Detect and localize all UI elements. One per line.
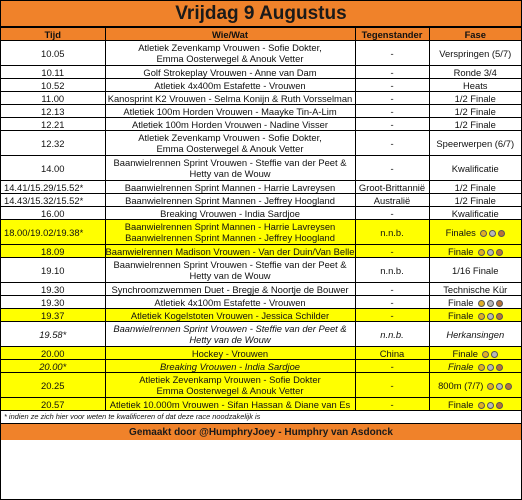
row-opponent: - bbox=[355, 131, 429, 156]
header-opponent: Tegenstander bbox=[355, 28, 429, 41]
row-phase bbox=[429, 322, 521, 347]
row-phase bbox=[429, 373, 521, 398]
row-opponent: - bbox=[355, 245, 429, 258]
row-event-line: Baanwielrennen Sprint Mannen - Jeffrey Hoogland bbox=[125, 232, 335, 243]
row-event-line: Hetty van de Wouw bbox=[189, 334, 271, 345]
row-event-line: Atletiek 100m Horden Vrouwen - Nadine Visser bbox=[132, 118, 328, 130]
row-phase bbox=[429, 309, 521, 322]
row-phase-label: Finale bbox=[447, 245, 474, 257]
silver-medal-icon bbox=[489, 230, 496, 237]
row-time: 11.00 bbox=[1, 92, 105, 105]
row-event bbox=[105, 245, 355, 258]
row-phase-label: Finale bbox=[447, 296, 474, 308]
row-event bbox=[105, 309, 355, 322]
row-phase-label: Speerwerpen (6/7) bbox=[436, 137, 515, 149]
row-event-line: Atletiek Zevenkamp Vrouwen - Sofie Dokter, bbox=[138, 132, 322, 143]
row-event-line: Atletiek Zevenkamp Vrouwen - Sofie Dokter bbox=[139, 374, 321, 385]
row-event-line: Atletiek 4x100m Estafette - Vrouwen bbox=[154, 296, 306, 308]
row-time: 14.41/15.29/15.52* bbox=[1, 181, 105, 194]
bronze-medal-icon bbox=[496, 300, 503, 307]
row-phase bbox=[429, 66, 521, 79]
row-event bbox=[105, 156, 355, 181]
row-opponent: - bbox=[355, 105, 429, 118]
table-row bbox=[1, 207, 521, 220]
table-row bbox=[1, 181, 521, 194]
silver-medal-icon bbox=[487, 300, 494, 307]
row-opponent: - bbox=[355, 309, 429, 322]
silver-medal-icon bbox=[487, 249, 494, 256]
gold-medal-icon bbox=[478, 364, 485, 371]
row-phase-label: Kwalificatie bbox=[451, 207, 499, 219]
gold-medal-icon bbox=[478, 313, 485, 320]
row-event-line: Hetty van de Wouw bbox=[189, 270, 271, 281]
row-event bbox=[105, 41, 355, 66]
row-opponent: - bbox=[355, 118, 429, 131]
table-row bbox=[1, 118, 521, 131]
bronze-medal-icon bbox=[505, 383, 512, 390]
row-event-line: Atletiek 100m Horden Vrouwen - Maayke Tin-A-Lim bbox=[123, 105, 337, 117]
row-phase-label: 1/2 Finale bbox=[454, 181, 496, 193]
row-phase-label: Kwalificatie bbox=[451, 162, 499, 174]
row-phase bbox=[429, 194, 521, 207]
row-opponent: Groot-Brittannië bbox=[355, 181, 429, 194]
bronze-medal-icon bbox=[496, 249, 503, 256]
row-phase bbox=[429, 92, 521, 105]
table-row bbox=[1, 309, 521, 322]
row-event-line: Baanwielrennen Sprint Mannen - Harrie Lavreysen bbox=[124, 181, 336, 193]
row-opponent: - bbox=[355, 373, 429, 398]
row-event-line: Atletiek 10.000m Vrouwen - Sifan Hassan & Diane van Es bbox=[109, 398, 351, 410]
row-event bbox=[105, 118, 355, 131]
schedule-table bbox=[1, 27, 521, 411]
row-event-line: Emma Oosterwegel & Anouk Vetter bbox=[156, 385, 304, 396]
gold-medal-icon bbox=[478, 249, 485, 256]
row-time: 18.09 bbox=[1, 245, 105, 258]
row-time: 19.10 bbox=[1, 258, 105, 283]
row-phase bbox=[429, 283, 521, 296]
row-phase-label: 1/2 Finale bbox=[454, 105, 496, 117]
row-phase-label: Finale bbox=[447, 360, 474, 372]
footnote: * indien ze zich hier voor weten te kwalificeren of dat deze race noodzakelijk is bbox=[1, 411, 521, 424]
row-event bbox=[105, 296, 355, 309]
row-phase bbox=[429, 207, 521, 220]
row-time: 20.00 bbox=[1, 347, 105, 360]
row-opponent: - bbox=[355, 66, 429, 79]
row-event-line: Hetty van de Wouw bbox=[189, 168, 271, 179]
table-row bbox=[1, 79, 521, 92]
row-phase bbox=[429, 131, 521, 156]
row-phase-label: Herkansingen bbox=[446, 328, 505, 340]
row-phase-label: Finale bbox=[447, 309, 474, 321]
row-time: 10.52 bbox=[1, 79, 105, 92]
gold-medal-icon bbox=[478, 402, 485, 409]
row-opponent: China bbox=[355, 347, 429, 360]
silver-medal-icon bbox=[487, 402, 494, 409]
row-time: 12.21 bbox=[1, 118, 105, 131]
row-time: 19.37 bbox=[1, 309, 105, 322]
row-opponent: - bbox=[355, 79, 429, 92]
row-phase bbox=[429, 296, 521, 309]
row-time: 10.05 bbox=[1, 41, 105, 66]
row-phase bbox=[429, 105, 521, 118]
table-row bbox=[1, 41, 521, 66]
row-phase bbox=[429, 398, 521, 411]
row-opponent: n.n.b. bbox=[355, 258, 429, 283]
row-opponent: Australië bbox=[355, 194, 429, 207]
row-opponent: - bbox=[355, 41, 429, 66]
row-event-line: Breaking Vrouwen - India Sardjoe bbox=[160, 207, 300, 219]
row-event bbox=[105, 194, 355, 207]
row-phase bbox=[429, 79, 521, 92]
row-phase bbox=[429, 41, 521, 66]
row-opponent: n.n.b. bbox=[355, 322, 429, 347]
header-phase: Fase bbox=[429, 28, 521, 41]
row-phase bbox=[429, 220, 521, 245]
row-phase bbox=[429, 347, 521, 360]
row-event bbox=[105, 79, 355, 92]
row-event bbox=[105, 347, 355, 360]
table-row bbox=[1, 347, 521, 360]
gold-medal-icon bbox=[480, 230, 487, 237]
gold-medal-icon bbox=[487, 383, 494, 390]
table-row bbox=[1, 296, 521, 309]
silver-medal-icon bbox=[496, 383, 503, 390]
row-opponent: n.n.b. bbox=[355, 220, 429, 245]
row-event-line: Hockey - Vrouwen bbox=[191, 347, 269, 359]
table-row bbox=[1, 156, 521, 181]
row-phase bbox=[429, 245, 521, 258]
row-event-line: Golf Strokeplay Vrouwen - Anne van Dam bbox=[143, 66, 317, 78]
row-opponent: - bbox=[355, 156, 429, 181]
bronze-medal-icon bbox=[498, 230, 505, 237]
row-event bbox=[105, 258, 355, 283]
table-row bbox=[1, 398, 521, 411]
gold-medal-icon bbox=[482, 351, 489, 358]
bronze-medal-icon bbox=[496, 364, 503, 371]
table-row bbox=[1, 131, 521, 156]
row-event-line: Synchroomzwemmen Duet - Bregje & Noortje de Bouwer bbox=[111, 283, 349, 295]
row-phase bbox=[429, 156, 521, 181]
bronze-medal-icon bbox=[496, 313, 503, 320]
row-phase-label: Verspringen (5/7) bbox=[439, 47, 512, 59]
row-event-line: Atletiek 4x400m Estafette - Vrouwen bbox=[154, 79, 306, 91]
row-time: 12.32 bbox=[1, 131, 105, 156]
row-opponent: - bbox=[355, 207, 429, 220]
table-row bbox=[1, 373, 521, 398]
row-opponent: - bbox=[355, 92, 429, 105]
row-event-line: Baanwielrennen Sprint Vrouwen - Steffie van der Peet & bbox=[113, 259, 347, 270]
header-row bbox=[1, 28, 521, 41]
row-event bbox=[105, 220, 355, 245]
row-event bbox=[105, 373, 355, 398]
row-time: 19.58* bbox=[1, 322, 105, 347]
row-phase bbox=[429, 181, 521, 194]
table-row bbox=[1, 322, 521, 347]
page-title: Vrijdag 9 Augustus bbox=[1, 1, 521, 27]
silver-medal-icon bbox=[487, 364, 494, 371]
table-row bbox=[1, 258, 521, 283]
row-event bbox=[105, 207, 355, 220]
credit-text: Gemaakt door @HumphryJoey - Humphry van Asdonck bbox=[129, 426, 393, 438]
row-event bbox=[105, 283, 355, 296]
row-event-line: Baanwielrennen Madison Vrouwen - Van der Duin/Van Belle bbox=[105, 245, 355, 257]
row-phase-label: Finale bbox=[452, 347, 479, 359]
credit-bar bbox=[1, 424, 521, 440]
table-row bbox=[1, 245, 521, 258]
row-event-line: Emma Oosterwegel & Anouk Vetter bbox=[156, 53, 304, 64]
row-phase-label: Finale bbox=[447, 398, 474, 410]
row-event-line: Baanwielrennen Sprint Vrouwen - Steffie van der Peet & bbox=[113, 323, 347, 334]
row-time: 14.00 bbox=[1, 156, 105, 181]
row-phase-label: 1/2 Finale bbox=[454, 194, 496, 206]
row-event-line: Breaking Vrouwen - India Sardjoe bbox=[159, 360, 301, 372]
row-opponent: - bbox=[355, 360, 429, 373]
table-row bbox=[1, 194, 521, 207]
row-time: 19.30 bbox=[1, 283, 105, 296]
row-phase-label: Technische Kür bbox=[443, 283, 508, 295]
table-row bbox=[1, 66, 521, 79]
schedule-rows bbox=[1, 41, 521, 411]
row-time: 14.43/15.32/15.52* bbox=[1, 194, 105, 207]
row-time: 18.00/19.02/19.38* bbox=[1, 220, 105, 245]
row-opponent: - bbox=[355, 283, 429, 296]
table-row bbox=[1, 105, 521, 118]
header-time: Tijd bbox=[1, 28, 105, 41]
row-time: 12.13 bbox=[1, 105, 105, 118]
row-event-line: Atletiek Kogelstoten Vrouwen - Jessica Schilder bbox=[130, 309, 330, 321]
row-phase-label: 1/2 Finale bbox=[454, 92, 496, 104]
table-row bbox=[1, 360, 521, 373]
row-event bbox=[105, 322, 355, 347]
row-phase-label: 1/16 Finale bbox=[452, 264, 499, 276]
row-event bbox=[105, 66, 355, 79]
gold-medal-icon bbox=[478, 300, 485, 307]
header-what: Wie/Wat bbox=[105, 28, 355, 41]
row-event-line: Emma Oosterwegel & Anouk Vetter bbox=[156, 143, 304, 154]
row-event bbox=[105, 105, 355, 118]
row-phase-label: 800m (7/7) bbox=[438, 379, 484, 391]
row-event bbox=[105, 398, 355, 411]
row-event bbox=[105, 131, 355, 156]
row-opponent: - bbox=[355, 296, 429, 309]
row-time: 10.11 bbox=[1, 66, 105, 79]
row-phase-label: Finales bbox=[445, 226, 476, 238]
silver-medal-icon bbox=[491, 351, 498, 358]
row-event-line: Baanwielrennen Sprint Mannen - Harrie Lavreysen bbox=[124, 221, 336, 232]
silver-medal-icon bbox=[487, 313, 494, 320]
row-event bbox=[105, 181, 355, 194]
row-opponent: - bbox=[355, 398, 429, 411]
row-phase-label: Ronde 3/4 bbox=[453, 66, 497, 78]
row-event-line: Baanwielrennen Sprint Mannen - Jeffrey Hoogland bbox=[125, 194, 335, 206]
table-row bbox=[1, 283, 521, 296]
row-event bbox=[105, 92, 355, 105]
row-phase-label: Heats bbox=[463, 79, 488, 91]
table-row bbox=[1, 92, 521, 105]
row-phase-label: 1/2 Finale bbox=[454, 118, 496, 130]
row-time: 16.00 bbox=[1, 207, 105, 220]
row-time: 20.25 bbox=[1, 373, 105, 398]
table-row bbox=[1, 220, 521, 245]
row-time: 19.30 bbox=[1, 296, 105, 309]
row-event-line: Baanwielrennen Sprint Vrouwen - Steffie van der Peet & bbox=[113, 157, 347, 168]
row-event-line: Atletiek Zevenkamp Vrouwen - Sofie Dokter, bbox=[138, 42, 322, 53]
row-event bbox=[105, 360, 355, 373]
bronze-medal-icon bbox=[496, 402, 503, 409]
row-phase bbox=[429, 258, 521, 283]
row-phase bbox=[429, 118, 521, 131]
row-time: 20.00* bbox=[1, 360, 105, 373]
row-phase bbox=[429, 360, 521, 373]
row-time: 20.57 bbox=[1, 398, 105, 411]
row-event-line: Kanosprint K2 Vrouwen - Selma Konijn & Ruth Vorsselman bbox=[107, 92, 353, 104]
